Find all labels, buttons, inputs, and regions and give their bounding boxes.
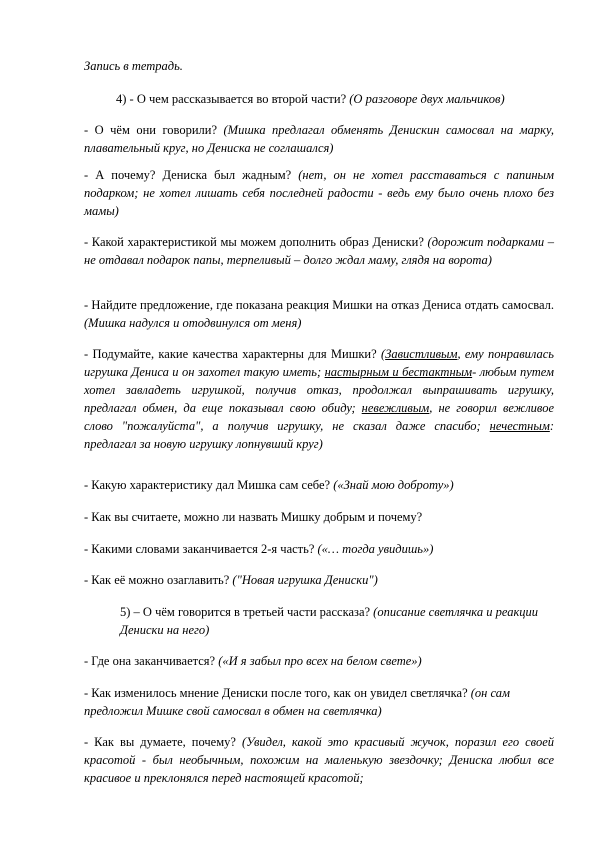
question-text: - Подумайте, какие качества характерны для Мишки?	[84, 347, 382, 361]
answer-text: - любым путем хотел завладеть игрушкой, получив отказ, продолжал выпрашивать игрушку, предлагал обмен, да еще показывал свою обиду;	[84, 365, 555, 415]
question-text: - Какими словами заканчивается 2-я часть?	[84, 542, 318, 556]
question-text: - А почему? Дениска был жадным?	[84, 168, 299, 182]
question-paragraph	[84, 166, 554, 220]
answer-text: (он сам предложил Мишке свой самосвал в обмен на светлячка)	[84, 686, 510, 718]
question-text: - Как вы считаете, можно ли назвать Мишку добрым и почему?	[84, 510, 423, 524]
question-text: - Какую характеристику дал Мишка сам себе?	[84, 478, 334, 492]
question-text: - Какой характеристикой мы можем дополнить образ Дениски?	[84, 235, 428, 249]
trait-underlined: настырным и бестактным	[324, 365, 473, 379]
answer-text: (Увидел, какой это красивый жучок, поразил его своей красотой - был необычным, похожим на маленькую звездочку; Дениска любил все красивое и преклонялся перед настоящей красотой;	[84, 735, 554, 785]
list-number: 5)	[120, 605, 131, 619]
answer-text: ("Новая игрушка Дениски")	[232, 573, 378, 587]
question-paragraph	[84, 684, 554, 720]
question-text: – О чём говорится в третьей части рассказа?	[130, 605, 374, 619]
question-4	[116, 90, 554, 108]
answer-text: («Знай мою доброту»)	[333, 478, 454, 492]
question-text: - Найдите предложение, где показана реакция Мишки на отказ Дениса отдать самосвал.	[84, 298, 554, 312]
question-paragraph	[84, 296, 554, 332]
answer-text: («И я забыл про всех на белом свете»)	[218, 654, 422, 668]
answer-text: (Мишка надулся и отодвинулся от меня)	[84, 316, 302, 330]
question-paragraph	[84, 652, 554, 670]
question-text: - О чем рассказывается во второй части?	[126, 92, 350, 106]
question-paragraph	[84, 571, 554, 589]
answer-text: (дорожит подарками – не отдавал подарок папы, терпеливый – долго ждал маму, глядя на ворота)	[84, 235, 554, 267]
question-text: - Как вы думаете, почему?	[84, 735, 242, 749]
question-text: - Как её можно озаглавить?	[84, 573, 233, 587]
answer-text: : предлагал за новую игрушку лопнувший круг)	[84, 419, 554, 451]
answer-text: (нет, он не хотел расставаться с папиным подарком; не хотел лишать себя последней радости - ведь ему было очень плохо без мамы)	[84, 168, 554, 218]
note-heading	[84, 57, 554, 75]
question-paragraph	[84, 540, 554, 558]
question-paragraph	[84, 233, 554, 269]
answer-text: («… тогда увидишь»)	[317, 542, 434, 556]
question-paragraph	[84, 733, 554, 787]
answer-paren: (	[381, 347, 386, 361]
note-heading-text: Запись в тетрадь.	[84, 59, 183, 73]
trait-underlined: Завистливым	[385, 347, 458, 361]
question-text: - Как изменилось мнение Дениски после того, как он увидел светлячка?	[84, 686, 471, 700]
answer-text: , не говорил вежливое слово "пожалуйста", а получив игрушку, не сказал даже спасибо;	[84, 401, 554, 433]
question-text: - О чём они говорили?	[84, 123, 224, 137]
question-text: - Где она заканчивается?	[84, 654, 219, 668]
trait-underlined: нечестным	[489, 419, 550, 433]
question-paragraph	[84, 121, 554, 157]
question-paragraph	[84, 345, 554, 453]
list-number: 4)	[116, 92, 127, 106]
question-5	[120, 603, 554, 639]
answer-text: (Мишка предлагал обменять Денискин самосвал на марку, плавательный круг, но Дениска не соглашался)	[84, 123, 554, 155]
question-paragraph	[84, 508, 554, 526]
answer-text: (О разговоре двух мальчиков)	[349, 92, 505, 106]
trait-underlined: невежливым	[361, 401, 430, 415]
answer-text: (описание светлячка и реакции Дениски на него)	[120, 605, 539, 637]
answer-text: , ему понравилась игрушка Дениса и он захотел такую иметь;	[84, 347, 554, 379]
question-paragraph	[84, 476, 554, 494]
